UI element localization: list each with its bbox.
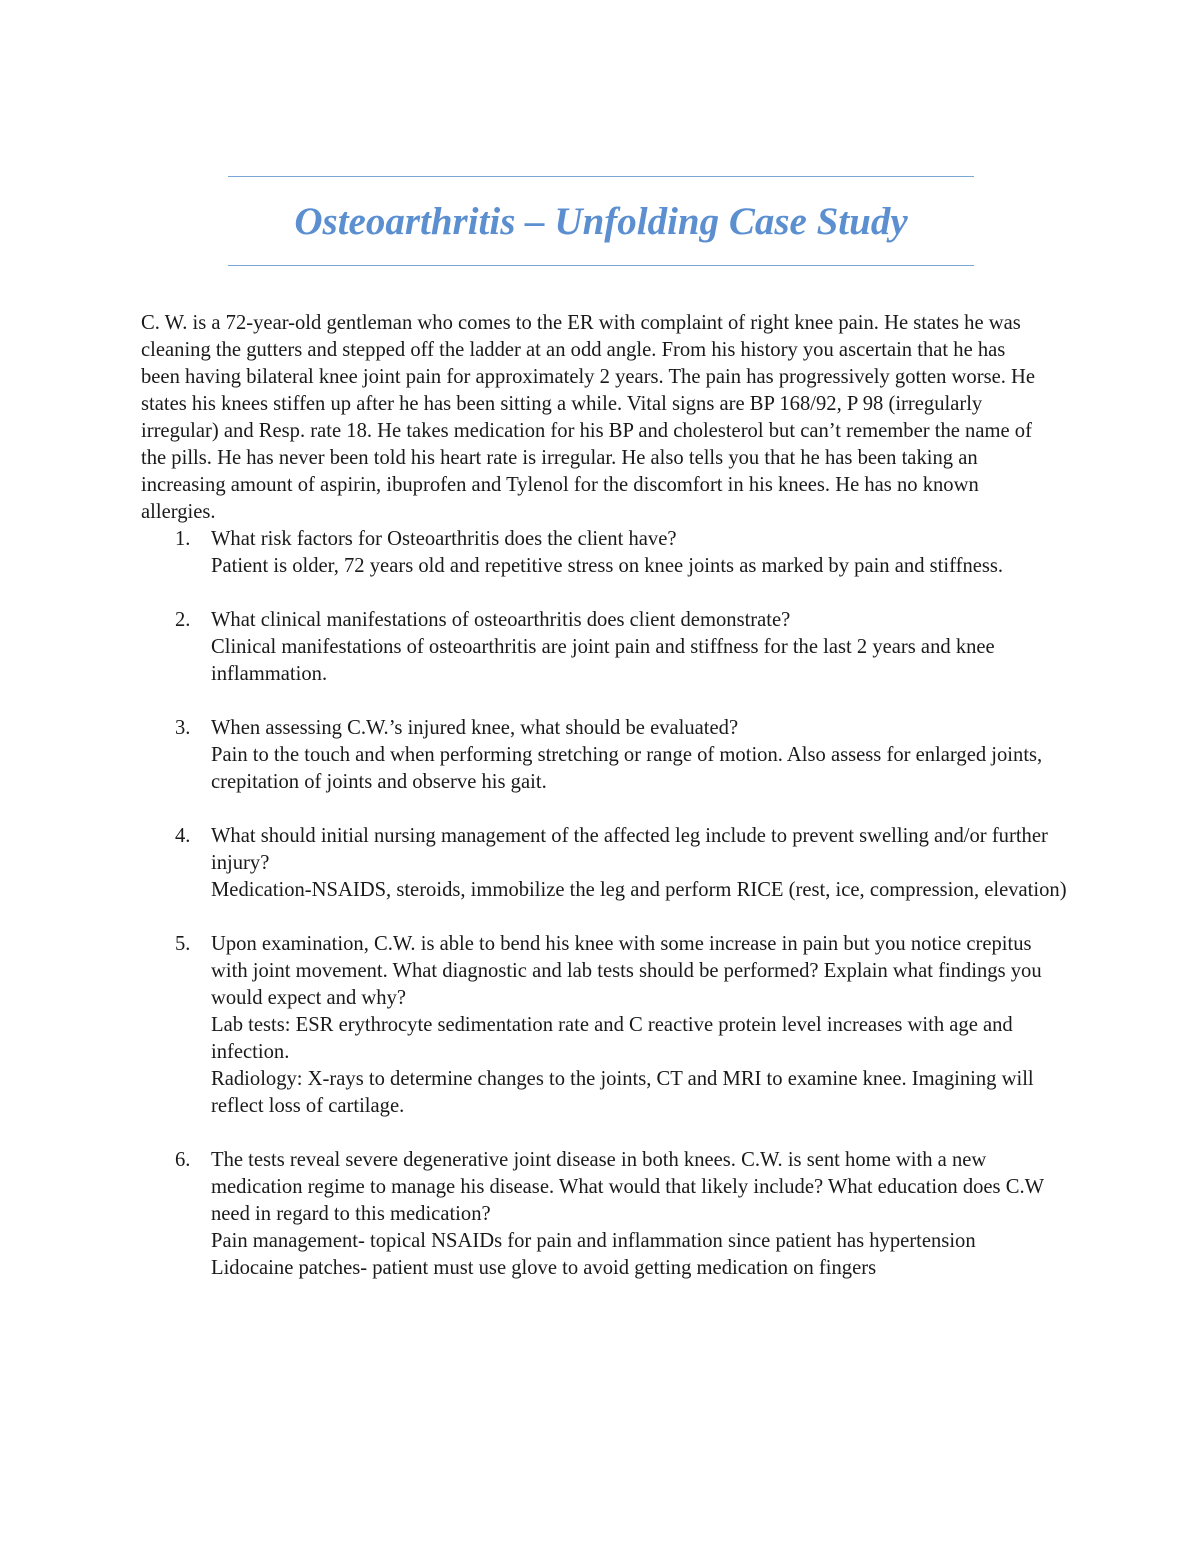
question-item-4 bbox=[141, 823, 1071, 904]
question-number: 3. bbox=[175, 717, 191, 739]
question-item-3 bbox=[141, 715, 1071, 796]
question-number: 4. bbox=[175, 825, 191, 847]
question-number: 5. bbox=[175, 933, 191, 955]
case-intro-paragraph: C. W. is a 72-year-old gentleman who comes to the ER with complaint of right knee pain. He states he was cleaning the gutters and stepped off the ladder at an odd angle. From his history you ascertain that he has been having bilateral knee joint pain for approximately 2 years. The pain has progressively gotten worse. He states his knees stiffen up after he has been sitting a while. Vital signs are BP 168/92, P 98 (irregularly irregular) and Resp. rate 18. He takes medication for his BP and cholesterol but can’t remember the name of the pills. He has never been told his heart rate is irregular. He also tells you that he has been taking an increasing amount of aspirin, ibuprofen and Tylenol for the discomfort in his knees. He has no known allergies. bbox=[141, 312, 1036, 523]
title-top-rule bbox=[228, 176, 974, 177]
answer-text: Lab tests: ESR erythrocyte sedimentation rate and C reactive protein level increases with age and infection. bbox=[211, 1014, 1013, 1063]
title-bottom-rule bbox=[228, 265, 974, 266]
answer-text: Patient is older, 72 years old and repetitive stress on knee joints as marked by pain and stiffness. bbox=[211, 555, 1004, 577]
question-list bbox=[141, 526, 1071, 1282]
question-number: 2. bbox=[175, 609, 191, 631]
question-text: What should initial nursing management of the affected leg include to prevent swelling and/or further injury? bbox=[211, 825, 1048, 874]
question-item-1 bbox=[141, 526, 1071, 580]
answer-text: Clinical manifestations of osteoarthritis are joint pain and stiffness for the last 2 years and knee inflammation. bbox=[211, 636, 995, 685]
answer-text: Pain management- topical NSAIDs for pain and inflammation since patient has hypertension bbox=[211, 1230, 976, 1252]
document-body bbox=[141, 310, 1071, 1282]
question-text: What risk factors for Osteoarthritis does the client have? bbox=[211, 528, 677, 550]
answer-text: Medication-NSAIDS, steroids, immobilize the leg and perform RICE (rest, ice, compression, elevation) bbox=[211, 879, 1067, 901]
answer-text: Radiology: X-rays to determine changes to the joints, CT and MRI to examine knee. Imagining will reflect loss of cartilage. bbox=[211, 1068, 1034, 1117]
answer-text: Lidocaine patches- patient must use glove to avoid getting medication on fingers bbox=[211, 1257, 877, 1279]
page-title: Osteoarthritis – Unfolding Case Study bbox=[294, 200, 908, 243]
question-text: When assessing C.W.’s injured knee, what should be evaluated? bbox=[211, 717, 739, 739]
question-item-2 bbox=[141, 607, 1071, 688]
question-item-6 bbox=[141, 1147, 1071, 1282]
question-text: What clinical manifestations of osteoarthritis does client demonstrate? bbox=[211, 609, 791, 631]
question-text: The tests reveal severe degenerative joint disease in both knees. C.W. is sent home with a new medication regime to manage his disease. What would that likely include? What education does C.W need in regard to this medication? bbox=[211, 1149, 1044, 1225]
answer-text: Pain to the touch and when performing stretching or range of motion. Also assess for enlarged joints, crepitation of joints and observe his gait. bbox=[211, 744, 1043, 793]
question-number: 1. bbox=[175, 528, 191, 550]
question-number: 6. bbox=[175, 1149, 191, 1171]
question-item-5 bbox=[141, 931, 1071, 1120]
question-text: Upon examination, C.W. is able to bend his knee with some increase in pain but you notice crepitus with joint movement. What diagnostic and lab tests should be performed? Explain what findings you would expect and why? bbox=[211, 933, 1042, 1009]
